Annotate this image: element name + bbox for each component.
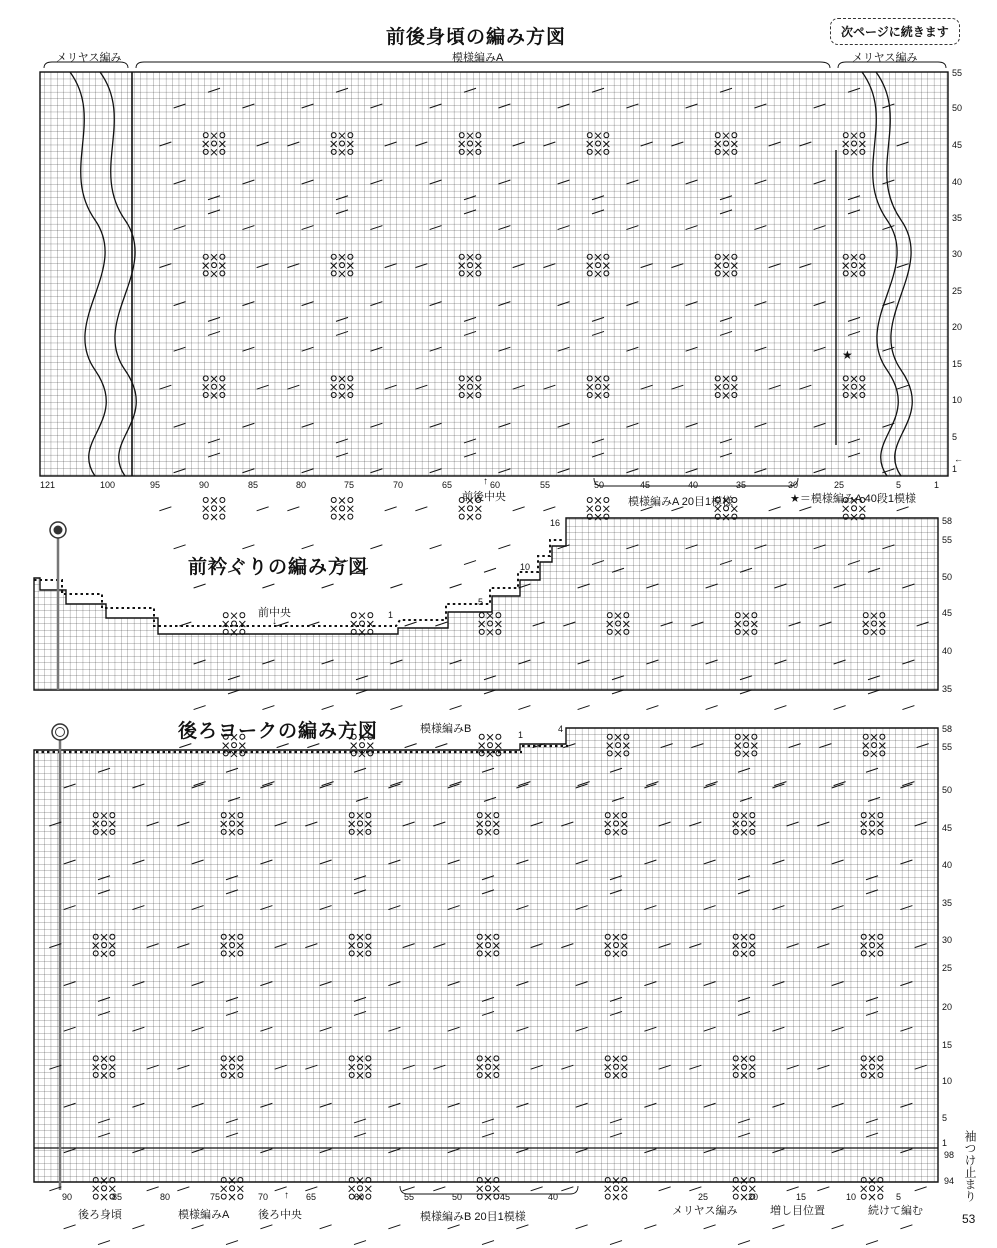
stitch-symbol — [194, 584, 206, 588]
stitch-symbol — [219, 506, 225, 512]
stitch-symbol — [370, 545, 382, 549]
stitch-symbol — [518, 706, 530, 710]
chart3-row-5: 5 — [942, 1113, 948, 1123]
stitch-symbol — [435, 622, 447, 626]
chart3-center-arrow: ↑ — [284, 1190, 289, 1201]
chart3-stitch-80: 80 — [160, 1192, 171, 1202]
stitch-symbol — [405, 744, 417, 748]
stitch-symbol — [733, 1194, 738, 1199]
chart3-stitch-65: 65 — [306, 1192, 317, 1202]
chart1-row-20: 20 — [952, 322, 963, 332]
chart3-label-stockinette: メリヤス編み — [672, 1205, 738, 1217]
stitch-symbol — [799, 507, 811, 511]
stitch-symbol — [587, 497, 592, 502]
chart1-row-50: 50 — [952, 103, 963, 113]
chart1-stitch-55: 55 — [540, 480, 551, 490]
chart1-stitch-5: 5 — [896, 480, 902, 490]
chart3-step-1: 1 — [518, 730, 524, 740]
stitch-symbol — [203, 497, 208, 502]
chart1-row-5: 5 — [952, 432, 958, 442]
stitch-symbol — [834, 706, 846, 710]
chart1-center-arrow: ↑ — [483, 476, 488, 487]
stitch-symbol — [476, 514, 481, 519]
stitch-symbol — [98, 1241, 110, 1245]
chart3-stitch-25: 25 — [698, 1192, 709, 1202]
stitch-symbol — [388, 1225, 400, 1229]
stitch-symbol — [403, 1187, 415, 1191]
stitch-symbol — [772, 1225, 784, 1229]
chart1-row-40: 40 — [952, 177, 963, 187]
stitch-symbol — [390, 706, 402, 710]
page-number: 53 — [962, 1212, 976, 1226]
chart2-step-16: 16 — [550, 518, 561, 528]
chart3-title: 後ろヨークの編み方図 — [178, 721, 379, 742]
stitch-symbol — [467, 514, 473, 520]
chart1-title: 前後身頃の編み方図 — [386, 27, 567, 48]
stitch-symbol — [543, 507, 555, 511]
stitch-symbol — [902, 706, 914, 710]
stitch-symbol — [869, 1194, 875, 1200]
stitch-symbol — [644, 1225, 656, 1229]
stitch-symbol — [605, 1194, 610, 1199]
stitch-symbol — [351, 621, 357, 627]
stitch-symbol — [132, 1225, 144, 1229]
chart3-stitch-10: 10 — [846, 1192, 857, 1202]
stitch-symbol — [359, 613, 365, 619]
stitch-symbol — [450, 706, 462, 710]
stitch-symbol — [101, 1194, 107, 1200]
stitch-symbol — [595, 497, 601, 503]
stitch-symbol — [277, 744, 289, 748]
stitch-symbol — [367, 743, 373, 749]
stitch-symbol — [242, 545, 254, 549]
chart1-label-left-stockinette: メリヤス編み — [56, 52, 122, 64]
chart2-row-35: 35 — [942, 684, 953, 694]
stitch-symbol — [832, 1225, 844, 1229]
stitch-symbol — [221, 1186, 227, 1192]
chart3-stitch-85: 85 — [112, 1192, 123, 1202]
stitch-symbol — [102, 1186, 107, 1191]
chart2-row-50: 50 — [942, 572, 953, 582]
chart2-center-label: 前中央 — [258, 607, 291, 619]
stitch-symbol — [659, 1187, 671, 1191]
stitch-symbol — [493, 1186, 499, 1192]
stitch-symbol — [704, 1225, 716, 1229]
stitch-symbol — [240, 613, 245, 618]
stitch-symbol — [179, 622, 191, 626]
stitch-symbol — [348, 514, 353, 519]
chart1-stitch-70: 70 — [393, 480, 404, 490]
chart2-title: 前衿ぐりの編み方図 — [188, 557, 369, 578]
chart1-stitch-121: 121 — [40, 480, 56, 490]
stitch-symbol — [229, 1194, 235, 1200]
stitch-symbol — [596, 506, 601, 511]
chart3-stitch-70: 70 — [258, 1192, 269, 1202]
stitch-symbol — [646, 706, 658, 710]
chart3-label-pattern-a: 模様編みA — [178, 1209, 230, 1221]
stitch-symbol — [866, 1241, 878, 1245]
stitch-symbol — [147, 1187, 159, 1191]
stitch-symbol — [320, 1225, 332, 1229]
stitch-symbol — [706, 706, 718, 710]
chart3-row-55: 55 — [942, 742, 953, 752]
stitch-symbol — [192, 1225, 204, 1229]
chart3-stitch-20: 20 — [748, 1192, 759, 1202]
chart3-row-40: 40 — [942, 860, 953, 870]
stitch-symbol — [351, 743, 357, 749]
chart2-row-55: 55 — [942, 535, 953, 545]
stitch-symbol — [482, 1241, 494, 1245]
stitch-symbol — [843, 506, 849, 512]
chart1-row-35: 35 — [952, 213, 963, 223]
stitch-symbol — [488, 743, 493, 748]
stitch-symbol — [749, 1186, 755, 1192]
stitch-symbol — [477, 1186, 483, 1192]
stitch-symbol — [621, 1186, 627, 1192]
stitch-symbol — [604, 497, 609, 502]
chart3-label-increase: 増し目位置 — [770, 1205, 825, 1217]
chart2-center-arrow: ↓ — [272, 616, 277, 627]
stitch-symbol — [223, 743, 229, 749]
stitch-symbol — [354, 1241, 366, 1245]
chart3-step-4: 4 — [558, 724, 564, 734]
stitch-symbol — [226, 1241, 238, 1245]
chart1-stitch-90: 90 — [199, 480, 210, 490]
chart1-row-arrow: ← — [954, 454, 963, 464]
chart1-row-30: 30 — [952, 249, 963, 259]
stitch-symbol — [479, 734, 484, 739]
stitch-symbol — [405, 622, 417, 626]
chart3-stitch-15: 15 — [796, 1192, 807, 1202]
chart1-stitch-80: 80 — [296, 480, 307, 490]
stitch-symbol — [331, 514, 336, 519]
chart1-repeat-label: 模様編みA 20目1模様 — [628, 496, 734, 508]
stitch-symbol — [513, 507, 525, 511]
stitch-symbol — [486, 1186, 491, 1191]
stitch-symbol — [485, 1194, 491, 1200]
stitch-symbol — [459, 506, 465, 512]
chart2-step-1: 1 — [388, 610, 394, 620]
stitch-symbol — [307, 744, 319, 748]
stitch-symbol — [733, 1186, 739, 1192]
stitch-symbol — [390, 584, 402, 588]
stitch-symbol — [622, 1194, 627, 1199]
stitch-symbol — [237, 1186, 243, 1192]
stitch-symbol — [477, 1194, 482, 1199]
stitch-symbol — [368, 613, 373, 618]
chart1-stitch-40: 40 — [688, 480, 699, 490]
stitch-symbol — [262, 584, 274, 588]
stitch-symbol — [613, 1194, 619, 1200]
stitch-symbol — [331, 506, 337, 512]
chart3-grid — [34, 728, 938, 1182]
stitch-symbol — [861, 1194, 866, 1199]
stitch-symbol — [232, 621, 237, 626]
stitch-symbol — [738, 1241, 750, 1245]
chart3-row-50: 50 — [942, 785, 953, 795]
chart2-row-40: 40 — [942, 646, 953, 656]
chart1-label-right-stockinette: メリヤス編み — [852, 52, 918, 64]
chart1-row-15: 15 — [952, 359, 963, 369]
stitch-symbol — [900, 1225, 912, 1229]
stitch-symbol — [211, 497, 217, 503]
chart3-row-58: 58 — [942, 724, 953, 734]
stitch-symbol — [302, 545, 314, 549]
chart3-row-15: 15 — [942, 1040, 953, 1050]
stitch-symbol — [897, 507, 909, 511]
stitch-symbol — [496, 734, 501, 739]
chart3-row-1: 1 — [942, 1138, 948, 1148]
stitch-symbol — [614, 1186, 619, 1191]
chart1-stitch-25: 25 — [834, 480, 845, 490]
stitch-symbol — [495, 743, 501, 749]
stitch-symbol — [578, 706, 590, 710]
stitch-symbol — [287, 507, 299, 511]
stitch-symbol — [360, 743, 365, 748]
stitch-symbol — [435, 744, 447, 748]
chart3-label-pattern-b: 模様編みB — [420, 723, 472, 735]
chart3-row-20: 20 — [942, 1002, 953, 1012]
chart1-stitch-75: 75 — [344, 480, 355, 490]
chart1-stitch-95: 95 — [150, 480, 161, 490]
chart2-row-58: 58 — [942, 516, 953, 526]
chart1-stitch-85: 85 — [248, 480, 259, 490]
stitch-symbol — [861, 1186, 867, 1192]
stitch-symbol — [385, 507, 397, 511]
chart3-stitch-5: 5 — [896, 1192, 902, 1202]
stitch-symbol — [331, 497, 336, 502]
chart3-stitch-90: 90 — [62, 1192, 73, 1202]
chart3-label-back-center: 後ろ中央 — [258, 1209, 302, 1221]
chart1-row-25: 25 — [952, 286, 963, 296]
chart1-row-10: 10 — [952, 395, 963, 405]
stitch-symbol — [742, 1186, 747, 1191]
stitch-symbol — [211, 514, 217, 520]
chart3-row-35: 35 — [942, 898, 953, 908]
stitch-symbol — [576, 1225, 588, 1229]
chart1-grid — [40, 72, 948, 476]
stitch-symbol — [339, 514, 345, 520]
stitch-symbol — [349, 1186, 355, 1192]
stitch-symbol — [177, 1187, 189, 1191]
stitch-symbol — [174, 545, 186, 549]
stitch-symbol — [203, 506, 209, 512]
chart3-label-continue: 続けて編む — [868, 1205, 923, 1217]
stitch-symbol — [179, 744, 191, 748]
chart3-row-10: 10 — [942, 1076, 953, 1086]
stitch-symbol — [220, 514, 225, 519]
chart1-stitch-60: 60 — [490, 480, 501, 490]
chart1-stitch-65: 65 — [442, 480, 453, 490]
chart3-label-repeat-b: 模様編みB 20目1模様 — [420, 1211, 526, 1223]
stitch-symbol — [516, 1225, 528, 1229]
stitch-symbol — [220, 497, 225, 502]
stitch-symbol — [852, 506, 857, 511]
stitch-symbol — [605, 1186, 611, 1192]
chart2-step-5: 5 — [478, 597, 484, 607]
stitch-symbol — [587, 506, 593, 512]
stitch-symbol — [448, 1225, 460, 1229]
stitch-symbol — [689, 1187, 701, 1191]
stitch-symbol — [322, 584, 334, 588]
chart3-stitch-40: 40 — [548, 1192, 559, 1202]
stitch-symbol — [787, 1187, 799, 1191]
stitch-symbol — [238, 1194, 243, 1199]
chart3-stitch-45: 45 — [500, 1192, 511, 1202]
stitch-symbol — [774, 706, 786, 710]
stitch-symbol — [93, 1186, 99, 1192]
stitch-symbol — [479, 743, 485, 749]
stitch-symbol — [610, 1241, 622, 1245]
stitch-symbol — [230, 1186, 235, 1191]
stitch-symbol — [305, 1187, 317, 1191]
chart1-center-label: 前後中央 — [462, 491, 506, 503]
stitch-symbol — [365, 1186, 371, 1192]
stitch-symbol — [64, 1225, 76, 1229]
stitch-symbol — [367, 621, 373, 627]
chart2-step-10: 10 — [520, 562, 531, 572]
stitch-symbol — [232, 743, 237, 748]
stitch-symbol — [484, 568, 496, 572]
chart3-stitch-55: 55 — [404, 1192, 415, 1202]
stitch-symbol — [340, 506, 345, 511]
stitch-symbol — [459, 514, 464, 519]
chart1-row-55: 55 — [952, 68, 963, 78]
stitch-symbol — [859, 506, 865, 512]
stitch-symbol — [109, 1186, 115, 1192]
stitch-symbol — [475, 506, 481, 512]
stitch-symbol — [415, 507, 427, 511]
stitch-symbol — [159, 507, 171, 511]
stitch-symbol — [348, 497, 353, 502]
chart1-stitch-45: 45 — [640, 480, 651, 490]
stitch-symbol — [339, 497, 345, 503]
stitch-symbol — [877, 1186, 883, 1192]
stitch-symbol — [487, 734, 493, 740]
chart1-star-note: ★＝模様編みA 40段1模様 — [790, 493, 916, 505]
stitch-symbol — [221, 1194, 226, 1199]
chart3-row-25: 25 — [942, 963, 953, 973]
stitch-symbol — [223, 613, 228, 618]
chart1-stitch-30: 30 — [788, 480, 799, 490]
stitch-symbol — [366, 1194, 371, 1199]
chart3-row-45: 45 — [942, 823, 953, 833]
stitch-symbol — [468, 506, 473, 511]
stitch-symbol — [915, 1187, 927, 1191]
stitch-symbol — [212, 506, 217, 511]
stitch-symbol — [531, 1187, 543, 1191]
chart1-stitch-50: 50 — [594, 480, 605, 490]
stitch-symbol — [433, 1187, 445, 1191]
stitch-symbol — [239, 743, 245, 749]
chart1-stitch-35: 35 — [736, 480, 747, 490]
chart2-row-45: 45 — [942, 608, 953, 618]
chart3-label-sleeve: 袖つけ止まり — [963, 1130, 977, 1202]
chart1-row-45: 45 — [952, 140, 963, 150]
stitch-symbol — [450, 584, 462, 588]
stitch-symbol — [203, 514, 208, 519]
stitch-symbol — [603, 506, 609, 512]
stitch-symbol — [494, 1194, 499, 1199]
continue-note: 次ページに続きます — [830, 18, 960, 45]
stitch-symbol — [741, 1194, 747, 1200]
chart1-star-mark: ★ — [842, 348, 853, 362]
chart1-row-1: 1 — [952, 464, 958, 474]
chart3-label-body: 後ろ身頃 — [78, 1209, 122, 1221]
chart3-stitch-94: 94 — [944, 1176, 955, 1186]
stitch-symbol — [878, 1194, 883, 1199]
stitch-symbol — [358, 1186, 363, 1191]
chart3-stitch-98: 98 — [944, 1150, 955, 1160]
stitch-symbol — [769, 507, 781, 511]
stitch-symbol — [561, 1187, 573, 1191]
stitch-symbol — [870, 1186, 875, 1191]
chart3-stitch-50: 50 — [452, 1192, 463, 1202]
stitch-symbol — [194, 706, 206, 710]
stitch-symbol — [93, 1194, 98, 1199]
stitch-symbol — [430, 545, 442, 549]
stitch-symbol — [322, 706, 334, 710]
stitch-symbol — [498, 545, 510, 549]
stitch-symbol — [260, 1225, 272, 1229]
stitch-symbol — [257, 507, 269, 511]
stitch-symbol — [262, 706, 274, 710]
chart1-label-pattern-a: 模様編みA — [452, 52, 504, 64]
stitch-symbol — [817, 1187, 829, 1191]
stitch-symbol — [351, 613, 356, 618]
stitch-symbol — [347, 506, 353, 512]
stitch-symbol — [231, 613, 237, 619]
stitch-symbol — [464, 561, 476, 565]
chart3-stitch-60: 60 — [354, 1192, 365, 1202]
chart1-stitch-1: 1 — [934, 480, 940, 490]
chart1-stitch-100: 100 — [100, 480, 116, 490]
chart3-stitch-75: 75 — [210, 1192, 221, 1202]
chart3-row-30: 30 — [942, 935, 953, 945]
